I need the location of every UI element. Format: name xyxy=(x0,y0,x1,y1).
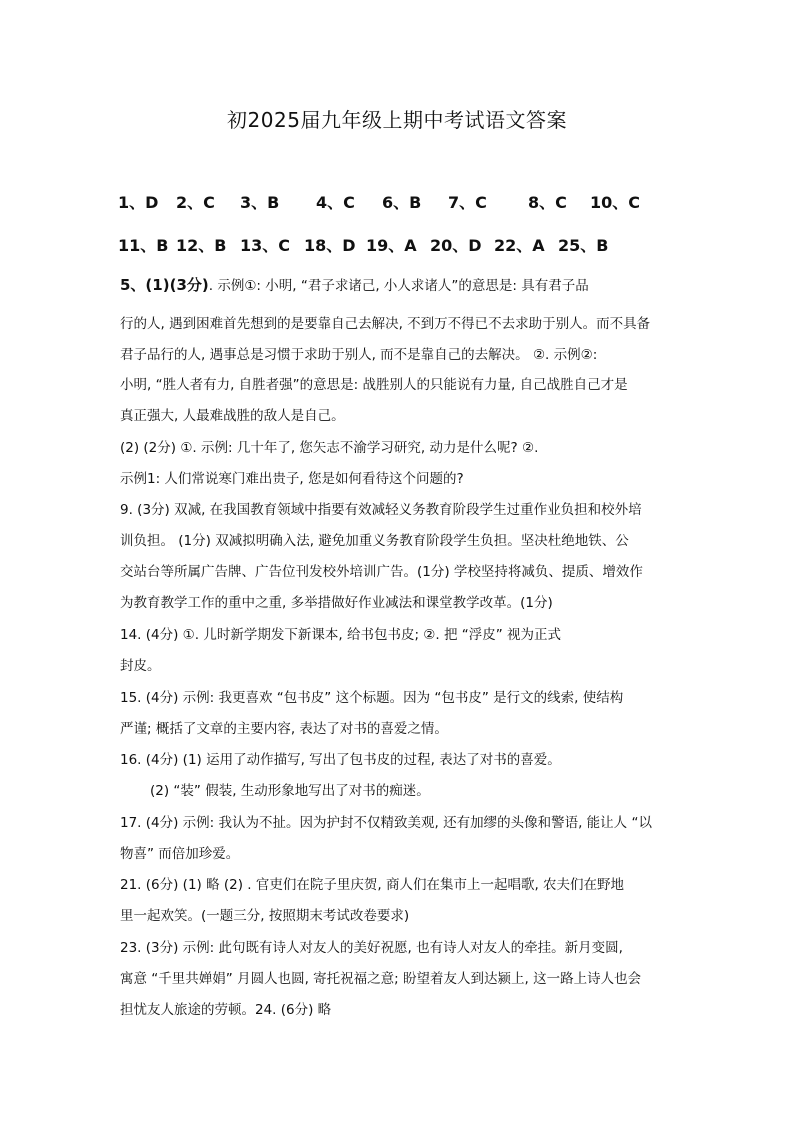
mc-answer: 2、C xyxy=(176,193,215,212)
mc-answer: 10、C xyxy=(590,193,641,212)
answer-line: 真正强大, 人最难战胜的敌人是自己。 xyxy=(120,408,345,424)
answer-line: 行的人, 遇到困难首先想到的是要靠自己去解决, 不到万不得已不去求助于别人。而不具备 xyxy=(120,316,651,332)
answer-line: 里一起欢笑。(一题三分, 按照期末考试改卷要求) xyxy=(120,908,410,924)
answer-line: 小明, “胜人者有力, 自胜者强”的意思是: 战胜别人的只能说有力量, 自己战胜自己才是 xyxy=(120,377,628,393)
mc-answer: 1、D xyxy=(118,193,159,212)
answer-line: 寓意 “千里共婵娟” 月圆人也圆, 寄托祝福之意; 盼望着友人到达颍上, 这一路上诗人也会 xyxy=(120,971,642,987)
mc-answer: 8、C xyxy=(528,193,567,212)
mc-answer: 18、D xyxy=(304,236,356,255)
answer-line: 严谨; 概括了文章的主要内容, 表达了对书的喜爱之情。 xyxy=(120,721,448,737)
answer-line: 交站台等所属广告牌、广告位刊发校外培训广告。(1分) 学校坚持将减负、提质、增效作 xyxy=(120,564,643,580)
answer-line: 21. (6分) (1) 略 (2) . 官吏们在院子里庆贺, 商人们在集市上一起唱歌, 农夫们在野地 xyxy=(120,877,625,893)
answer-line: 君子品行的人, 遇事总是习惯于求助于别人, 而不是靠自己的去解决。 ②. 示例②: xyxy=(120,347,598,363)
answer-line: (2) “装” 假装, 生动形象地写出了对书的痴迷。 xyxy=(150,783,430,799)
mc-answer: 3、B xyxy=(240,193,280,212)
mc-answer: 4、C xyxy=(316,193,355,212)
answer-line: 17. (4分) 示例: 我认为不扯。因为护封不仅精致美观, 还有加缪的头像和警语, 能让人 “以 xyxy=(120,815,652,831)
mc-answer: 13、C xyxy=(240,236,291,255)
answer-line: (2) (2分) ①. 示例: 几十年了, 您矢志不渝学习研究, 动力是什么呢? ②. xyxy=(120,440,539,456)
answer-line: 23. (3分) 示例: 此句既有诗人对友人的美好祝愿, 也有诗人对友人的牵挂。新月变圆, xyxy=(120,940,623,956)
answer-line: 16. (4分) (1) 运用了动作描写, 写出了包书皮的过程, 表达了对书的喜爱。 xyxy=(120,752,561,768)
answer-line: 担忧友人旅途的劳顿。24. (6分) 略 xyxy=(120,1002,332,1018)
answer-line: 为教育教学工作的重中之重, 多举措做好作业减法和课堂教学改革。(1分) xyxy=(120,595,553,611)
answer-text: . 示例①: 小明, “君子求诸己, 小人求诸人”的意思是: 具有君子品 xyxy=(208,278,589,294)
mc-answer: 6、B xyxy=(382,193,422,212)
answer-line: 9. (3分) 双减, 在我国教育领域中指要有效减轻义务教育阶段学生过重作业负担和校外培 xyxy=(120,502,642,518)
answer-line: 训负担。 (1分) 双减拟明确入法, 避免加重义务教育阶段学生负担。坚决杜绝地铁、公 xyxy=(120,533,629,549)
page-title: 初2025届九年级上期中考试语文答案 xyxy=(227,108,567,132)
mc-answer: 12、B xyxy=(176,236,227,255)
mc-answer: 25、B xyxy=(558,236,609,255)
mc-answer: 20、D xyxy=(430,236,482,255)
mc-answer: 22、A xyxy=(494,236,545,255)
mc-answer: 11、B xyxy=(118,236,169,255)
answer-line: 15. (4分) 示例: 我更喜欢 “包书皮” 这个标题。因为 “包书皮” 是行文的线索, 使结构 xyxy=(120,690,624,706)
mc-answer: 7、C xyxy=(448,193,487,212)
answer-line: 示例1: 人们常说寒门难出贵子, 您是如何看待这个问题的? xyxy=(120,471,464,487)
answer-line: 14. (4分) ①. 儿时新学期发下新课本, 给书包书皮; ②. 把 “浮皮” 视为正式 xyxy=(120,627,562,643)
answer-line xyxy=(120,274,589,295)
question-label: 5、(1)(3分) xyxy=(120,276,209,294)
answer-line: 封皮。 xyxy=(120,658,161,674)
answer-line: 物喜” 而倍加珍爱。 xyxy=(120,846,240,862)
mc-answer: 19、A xyxy=(366,236,417,255)
mc-answers-row-2 xyxy=(118,233,608,256)
mc-answers-row-1 xyxy=(118,190,650,213)
